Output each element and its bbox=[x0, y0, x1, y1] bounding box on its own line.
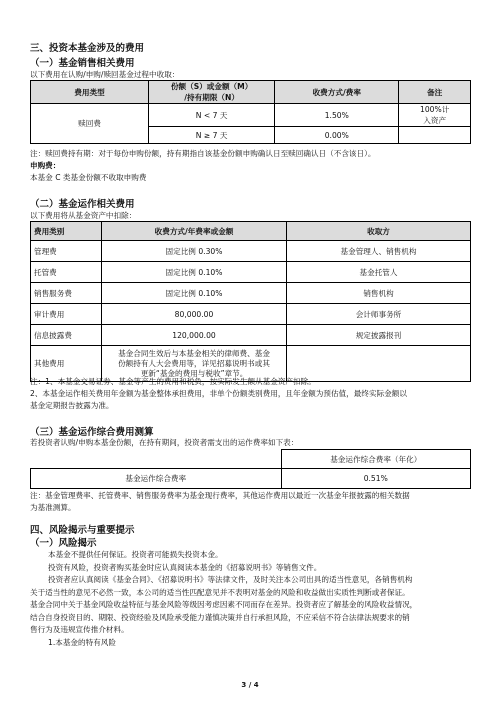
other-line: 基金合同生效后与本基金相关的律师费、基金 bbox=[118, 348, 270, 358]
rate-cell: 1.50% bbox=[275, 104, 399, 127]
header-cell: 基金运作综合费率（年化） bbox=[281, 450, 471, 469]
type-cell: 审计费用 bbox=[31, 304, 102, 325]
paragraph-line: 基金合同中关于基金风险收益特征与基金风险等级因考虑因素不同而存在差异。投资者应了解基金的风险收益情况， bbox=[30, 600, 418, 609]
other-line: 份额持有人大会费用等，详见招募说明书或其 bbox=[118, 358, 270, 368]
type-cell: 信息披露费 bbox=[31, 325, 102, 346]
note-text: 基金定期报告披露为准。 bbox=[30, 401, 114, 410]
subsection-title: （二）基金运作相关费用 bbox=[30, 199, 135, 210]
rate-cell: 固定比例 0.10% bbox=[102, 283, 287, 304]
paragraph-line: 售行为及违规宣传推介材料。 bbox=[30, 625, 129, 634]
section-title: 四、风险揭示与重要提示 bbox=[30, 525, 135, 536]
paragraph-line: 关于适当性的意见不必然一致，本公司的适当性匹配意见并不表明对基金的风险和收益做出实质性判断或者保证。 bbox=[30, 587, 410, 597]
rate-cell: 120,000.00 bbox=[102, 325, 287, 346]
paragraph: 1.本基金的特有风险 bbox=[48, 638, 116, 647]
type-cell: 其他费用 bbox=[31, 346, 102, 382]
note-text: 注：赎回费持有期：对于每份申购份额，持有期指自该基金份额申购确认日至赎回确认日（不含该日）。 bbox=[30, 149, 376, 158]
period-cell: N < 7 天 bbox=[149, 104, 275, 127]
paragraph: 本基金不提供任何保证。投资者可能损失投资本金。 bbox=[48, 550, 223, 559]
header-cell: 费用类别 bbox=[31, 222, 102, 241]
header-line: 份额（S）或金额（M） bbox=[170, 82, 253, 91]
rate-cell: 80,000.00 bbox=[102, 304, 287, 325]
header-cell: 收费方式/年费率或金额 bbox=[102, 222, 287, 241]
paragraph-line: 投资者应认真阅读《基金合同》、《招募说明书》等法律文件，及时关注本公司出具的适当性意见，各销售机构 bbox=[48, 575, 413, 584]
rate-cell: 固定比例 0.30% bbox=[102, 241, 287, 262]
note-cell bbox=[399, 127, 471, 144]
header-cell: 收费方式/费率 bbox=[275, 81, 399, 104]
period-cell: N ≥ 7 天 bbox=[149, 127, 275, 144]
operating-fee-table bbox=[30, 221, 471, 382]
subsection-title: （一）风险揭示 bbox=[30, 538, 97, 549]
type-cell: 销售服务费 bbox=[31, 283, 102, 304]
header-cell: 备注 bbox=[399, 81, 471, 104]
page-number: 3 / 4 bbox=[241, 681, 259, 689]
intro-text: 若投资者认购/申购本基金份额，在持有期间，投资者需支出的运作费率如下表： bbox=[30, 438, 299, 447]
blank-cell bbox=[31, 450, 282, 469]
subsection-title: （一）基金销售相关费用 bbox=[30, 58, 135, 69]
paragraph-line: 结合自身投资目的、期限、投资经验及风险承受能力谨慎决策并自行承担风险，不应采信不符合法律法规要求的销 bbox=[30, 612, 410, 622]
section-title: 三、投资本基金涉及的费用 bbox=[30, 43, 145, 54]
payee-cell: 销售机构 bbox=[287, 283, 471, 304]
note-text: 2、本基金运作相关费用年金额为基金整体承担费用，非单个份额类别费用，且年金额为预估值，最终实际金额以 bbox=[30, 389, 407, 398]
note-text: 注：基金管理费率、托管费率、销售服务费率为基金现行费率，其他运作费用以最近一次基金年报披露的相关数据 bbox=[30, 491, 410, 500]
sales-fee-table bbox=[30, 80, 471, 144]
note-cell bbox=[399, 104, 471, 127]
header-cell: 费用类型 bbox=[31, 81, 149, 104]
rate-cell: 固定比例 0.10% bbox=[102, 262, 287, 283]
header-line: /持有期限（N） bbox=[184, 93, 239, 102]
payee-cell: 基金管理人、销售机构 bbox=[287, 241, 471, 262]
value-cell: 0.51% bbox=[281, 469, 471, 489]
rate-cell: 0.00% bbox=[275, 127, 399, 144]
intro-text: 以下费用在认购/申购/赎回基金过程中收取： bbox=[30, 70, 180, 79]
note-line: 入资产 bbox=[423, 116, 447, 125]
other-line: 更新“基金的费用与税收”章节。 bbox=[140, 368, 248, 378]
type-cell: 管理费 bbox=[31, 241, 102, 262]
fee-type-cell: 赎回费 bbox=[31, 104, 149, 144]
header-cell bbox=[149, 81, 275, 104]
header-cell: 收取方 bbox=[287, 222, 471, 241]
label-cell: 基金运作综合费率 bbox=[31, 469, 282, 489]
payee-cell: 规定披露报刊 bbox=[287, 325, 471, 346]
note-text: 本基金 C 类基金份额不收取申购费 bbox=[30, 173, 147, 182]
subsection-title: （三）基金运作综合费用测算 bbox=[30, 427, 154, 438]
note-line: 100%计 bbox=[420, 105, 450, 114]
payee-cell: 会计师事务所 bbox=[287, 304, 471, 325]
risk-paragraph bbox=[30, 574, 417, 637]
payee-cell: 基金托管人 bbox=[287, 262, 471, 283]
intro-text: 以下费用将从基金资产中扣除： bbox=[30, 211, 137, 220]
note-text: 申购费： bbox=[30, 161, 61, 170]
comprehensive-fee-table bbox=[30, 449, 471, 489]
paragraph: 投资有风险，投资者购买基金时应认真阅读本基金的《招募说明书》等销售文件。 bbox=[48, 563, 322, 572]
note-text: 为基准测算。 bbox=[30, 503, 76, 512]
note-text: 注：1、本基金交易证券、基金等产生的费用和税负，按实际发生额从基金资产扣除。 bbox=[30, 377, 316, 386]
type-cell: 托管费 bbox=[31, 262, 102, 283]
